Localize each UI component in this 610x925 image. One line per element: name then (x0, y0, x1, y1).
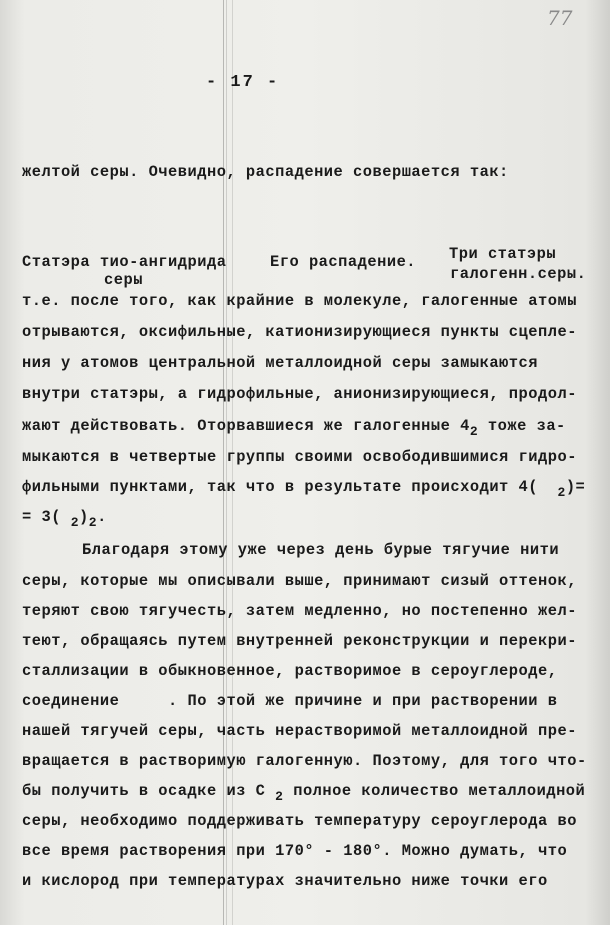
text-line: серы, которые мы описывали выше, принимают сизый оттенок, (22, 572, 577, 590)
text-segment: бы получить в осадке из С (22, 782, 266, 800)
text-line (22, 478, 586, 500)
text-line: сталлизации в обыкновенное, растворимое в сероуглероде, (22, 662, 558, 680)
formula-col3-line2: галогенн.серы. (450, 265, 587, 283)
text-line: отрываются, оксифильные, катионизирующиеся пункты сцепле- (22, 323, 577, 341)
text-line: внутри статэры, а гидрофильные, анионизирующиеся, продол- (22, 385, 577, 403)
text-line (22, 782, 586, 804)
text-line: и кислород при температурах значительно ниже точки его (22, 872, 548, 890)
text-line: т.е. после того, как крайние в молекуле, галогенные атомы (22, 292, 577, 310)
formula-col3-line1: Три статэры (449, 245, 557, 263)
text-line: серы, необходимо поддерживать температуру сероуглерода во (22, 812, 577, 830)
subscript: 2 (88, 515, 98, 530)
formula-col1-line2: серы (104, 271, 143, 289)
text-line: все время растворения при 170° - 180°. Можно думать, что (22, 842, 568, 860)
text-line: Благодаря этому уже через день бурые тягучие нити (82, 541, 560, 559)
formula-col1-line1: Статэра тио-ангидрида (22, 253, 227, 271)
text-line (22, 417, 566, 439)
text-segment: ) (79, 508, 89, 526)
text-segment: . (97, 508, 107, 526)
text-segment: )= (565, 478, 586, 496)
text-line: соединение . По этой же причине и при растворении в (22, 692, 558, 710)
text-line: теряют свою тягучесть, затем медленно, но постепенно жел- (22, 602, 577, 620)
text-line: ния у атомов центральной металлоидной серы замыкаются (22, 354, 539, 372)
intro-line: желтой серы. Очевидно, распадение совершается так: (22, 163, 509, 181)
page-number: - 17 - (206, 73, 280, 92)
text-line (22, 508, 107, 530)
subscript: 2 (557, 485, 566, 500)
text-line: теют, обращаясь путем внутренней реконструкции и перекри- (22, 632, 577, 650)
text-segment: = 3( (22, 508, 61, 526)
subscript: 2 (469, 424, 479, 439)
text-segment: фильными пунктами, так что в результате происходит 4( (22, 478, 539, 496)
text-segment: жают действовать. Оторвавшиеся же галогенные 4 (22, 417, 470, 435)
text-line: вращается в растворимую галогенную. Поэтому, для того что- (22, 752, 587, 770)
text-line: мыкаются в четвертые группы своими освободившимися гидро- (22, 448, 577, 466)
subscript: 2 (70, 515, 80, 530)
text-line: нашей тягучей серы, часть нерастворимой металлоидной пре- (22, 722, 577, 740)
text-segment: полное количество металлоидной (283, 782, 586, 800)
text-segment: тоже за- (478, 417, 566, 435)
formula-col2-line1: Его распадение. (270, 253, 417, 271)
subscript: 2 (275, 789, 284, 804)
archive-number: 77 (547, 6, 573, 30)
